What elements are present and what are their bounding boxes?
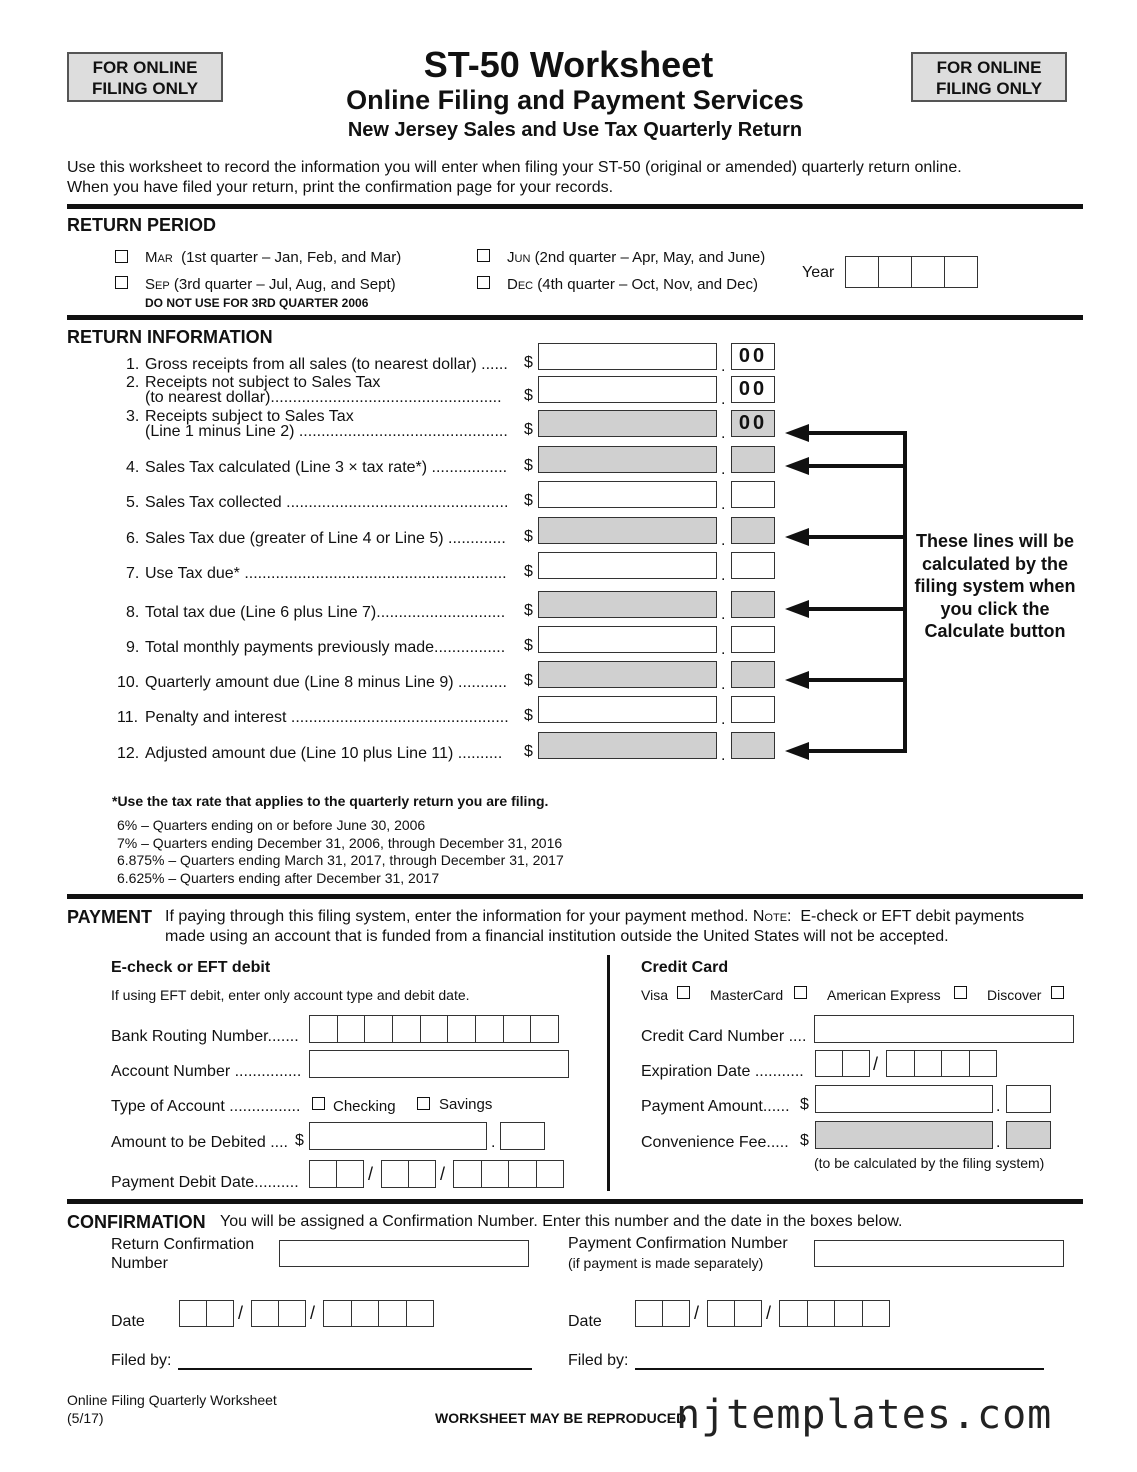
debit-date-month[interactable] — [309, 1160, 364, 1188]
mar-checkbox[interactable] — [115, 250, 128, 263]
line-number: 11. — [117, 709, 139, 726]
decimal-point: . — [721, 711, 726, 728]
calculated-cents-field — [731, 661, 775, 688]
return-filed-by-line[interactable] — [178, 1368, 532, 1370]
dollar-sign: $ — [524, 672, 533, 689]
payment-confirmation-input[interactable] — [814, 1240, 1064, 1267]
payment-cents-input[interactable] — [1006, 1085, 1051, 1113]
decimal-point: . — [721, 676, 726, 693]
dollar-sign: $ — [524, 492, 533, 509]
tax-rate-heading: *Use the tax rate that applies to the quarterly return you are filing. — [112, 793, 549, 809]
decimal-point: . — [721, 532, 726, 549]
calculated-cents-field: 00 — [731, 410, 775, 437]
payment-text-2: made using an account that is funded from a financial institution outside the United States will not be accepted. — [165, 928, 949, 945]
dollar-sign: $ — [524, 602, 533, 619]
return-date-year[interactable] — [323, 1300, 434, 1327]
calculated-amount-field — [538, 446, 717, 473]
decimal-point: . — [721, 391, 726, 408]
echeck-note: If using EFT debit, enter only account type and debit date. — [111, 987, 470, 1003]
intro-line-2: When you have filed your return, print the confirmation page for your records. — [67, 179, 614, 196]
line-number: 12. — [117, 745, 140, 762]
dec-checkbox[interactable] — [477, 276, 490, 289]
line-label: Sales Tax collected .................................................. — [145, 494, 509, 511]
footer-watermark: njtemplates.com — [676, 1392, 1053, 1438]
cents-input[interactable] — [731, 481, 775, 508]
credit-card-heading: Credit Card — [641, 959, 729, 976]
footer-form-name: Online Filing Quarterly Worksheet (5/17) — [67, 1392, 277, 1426]
mastercard-label: MasterCard — [710, 987, 784, 1003]
convenience-fee-label: Convenience Fee..... — [641, 1134, 789, 1151]
return-info-heading: RETURN INFORMATION — [67, 327, 273, 347]
debit-amount-label: Amount to be Debited .... — [111, 1134, 288, 1151]
return-date-label: Date — [111, 1313, 145, 1330]
debit-date-year[interactable] — [453, 1160, 564, 1188]
date-separator: / — [694, 1303, 700, 1323]
return-period-heading: RETURN PERIOD — [67, 215, 217, 235]
amount-input[interactable] — [538, 696, 717, 723]
arrow-shaft — [808, 535, 905, 539]
routing-number-input[interactable] — [309, 1015, 559, 1043]
decimal-point: . — [996, 1134, 1001, 1151]
amex-checkbox[interactable] — [954, 986, 967, 999]
arrow-head — [785, 742, 809, 760]
visa-checkbox[interactable] — [677, 986, 690, 999]
arrow-head — [785, 424, 809, 442]
online-only-tag-right: FOR ONLINE FILING ONLY — [911, 52, 1067, 102]
dollar-sign: $ — [524, 637, 533, 654]
line-label: Quarterly amount due (Line 8 minus Line 9) ........... — [145, 674, 507, 691]
page-subtitle: Online Filing and Payment Services — [346, 85, 804, 115]
dollar-sign: $ — [524, 528, 533, 545]
line-label: Use Tax due* ........................................................... — [145, 565, 507, 582]
tax-rate-item: 6% – Quarters ending on or before June 30, 2006 — [117, 817, 426, 833]
line-label: Sales Tax calculated (Line 3 × tax rate*) ................. — [145, 459, 508, 476]
return-date-month[interactable] — [179, 1300, 234, 1327]
line-label: Receipts subject to Sales Tax — [145, 408, 354, 425]
calculated-amount-field — [538, 410, 717, 437]
amount-input[interactable] — [538, 343, 717, 370]
jun-checkbox[interactable] — [477, 249, 490, 262]
payment-amount-input[interactable] — [815, 1085, 993, 1113]
convenience-fee-cents — [1006, 1121, 1051, 1149]
line-label: Sales Tax due (greater of Line 4 or Line 5) ............. — [145, 530, 506, 547]
decimal-point: . — [721, 425, 726, 442]
dollar-sign: $ — [524, 563, 533, 580]
arrow-head — [785, 671, 809, 689]
tax-rate-item: 6.875% – Quarters ending March 31, 2017, through December 31, 2017 — [117, 852, 564, 868]
debit-date-label: Payment Debit Date.......... — [111, 1174, 299, 1191]
decimal-point: . — [721, 606, 726, 623]
amount-input[interactable] — [538, 626, 717, 653]
line-number: 2. — [126, 374, 140, 391]
payment-confirmation-label: Payment Confirmation Number — [568, 1235, 788, 1252]
section-divider — [67, 204, 1083, 209]
line-number: 9. — [126, 639, 140, 656]
year-label: Year — [802, 264, 835, 281]
date-separator: / — [368, 1164, 374, 1184]
line-number: 3. — [126, 408, 140, 425]
arrow-shaft — [808, 607, 905, 611]
dec-label: Dec (4th quarter – Oct, Nov, and Dec) — [507, 276, 758, 293]
line-label: Receipts not subject to Sales Tax — [145, 374, 381, 391]
line-label-continued: (to nearest dollar).................................................... — [145, 389, 502, 406]
dollar-sign: $ — [524, 707, 533, 724]
amount-input[interactable] — [538, 481, 717, 508]
section-divider — [67, 894, 1083, 899]
debit-date-day[interactable] — [381, 1160, 436, 1188]
tax-rate-item: 6.625% – Quarters ending after December 31, 2017 — [117, 869, 440, 886]
dollar-sign: $ — [800, 1096, 809, 1113]
cc-number-input[interactable] — [814, 1015, 1074, 1043]
decimal-point: . — [721, 496, 726, 513]
date-separator: / — [310, 1303, 316, 1323]
account-number-input[interactable] — [309, 1050, 569, 1078]
return-filed-by-label: Filed by: — [111, 1352, 172, 1369]
arrow-shaft — [808, 464, 905, 468]
arrow-head — [785, 600, 809, 618]
tax-rate-item: 7% – Quarters ending December 31, 2006, through December 31, 2016 — [117, 834, 563, 851]
date-separator: / — [873, 1054, 879, 1074]
discover-checkbox[interactable] — [1051, 986, 1064, 999]
payment-confirmation-note: (if payment is made separately) — [568, 1255, 764, 1271]
date-separator: / — [440, 1164, 446, 1184]
line-label: Gross receipts from all sales (to nearest dollar) ...... — [145, 356, 508, 373]
payment-filed-by-line[interactable] — [635, 1368, 1044, 1370]
cents-input[interactable]: 00 — [731, 376, 775, 403]
calculated-lines-note: These lines will be calculated by the filing system when you click the Calculate button — [914, 531, 1076, 641]
arrow-head — [785, 457, 809, 475]
routing-label: Bank Routing Number....... — [111, 1028, 299, 1045]
savings-label: Savings — [439, 1096, 493, 1113]
mar-label: Mar (1st quarter – Jan, Feb, and Mar) — [145, 249, 402, 266]
calculated-amount-field — [538, 661, 717, 688]
savings-checkbox[interactable] — [417, 1097, 430, 1110]
line-number: 6. — [126, 530, 140, 547]
footer-reproduce-note: WORKSHEET MAY BE REPRODUCED — [435, 1410, 687, 1426]
intro-line-1: Use this worksheet to record the information you will enter when filing your ST-50 (original or amended) quarterly return online. — [67, 159, 962, 176]
calculated-amount-field — [538, 517, 717, 544]
payment-filed-by-label: Filed by: — [568, 1352, 629, 1369]
line-label: Adjusted amount due (Line 10 plus Line 11) .......... — [145, 745, 503, 762]
decimal-point: . — [996, 1098, 1001, 1115]
arrow-shaft — [808, 431, 905, 435]
online-only-tag-left: FOR ONLINE FILING ONLY — [67, 52, 223, 102]
line-number: 7. — [126, 565, 140, 582]
page-title: ST-50 Worksheet — [423, 44, 714, 85]
line-number: 10. — [117, 674, 140, 691]
dollar-sign: $ — [524, 743, 533, 760]
checking-checkbox[interactable] — [312, 1097, 325, 1110]
dollar-sign: $ — [524, 354, 533, 371]
line-number: 5. — [126, 494, 140, 511]
year-input[interactable] — [845, 256, 978, 288]
decimal-point: . — [721, 461, 726, 478]
debit-cents-input[interactable] — [500, 1122, 545, 1150]
arrow-shaft — [808, 678, 905, 682]
return-confirmation-input[interactable] — [279, 1240, 529, 1267]
debit-amount-input[interactable] — [309, 1122, 487, 1150]
payment-date-year[interactable] — [779, 1300, 890, 1327]
page-subtitle-2: New Jersey Sales and Use Tax Quarterly Return — [347, 119, 803, 141]
dollar-sign: $ — [524, 421, 533, 438]
cents-input[interactable] — [731, 696, 775, 723]
payment-text: If paying through this filing system, enter the information for your payment method. Note: E-check or EFT debit payments — [165, 908, 1025, 925]
amount-input[interactable] — [538, 552, 717, 579]
confirmation-text: You will be assigned a Confirmation Number. Enter this number and the date in the boxes below. — [220, 1213, 903, 1230]
expiration-year[interactable] — [886, 1050, 997, 1077]
convenience-fee-note: (to be calculated by the filing system) — [814, 1155, 1045, 1171]
expiration-label: Expiration Date ........... — [641, 1063, 804, 1080]
payment-date-label: Date — [568, 1313, 602, 1330]
payment-date-day[interactable] — [707, 1300, 762, 1327]
expiration-month[interactable] — [815, 1050, 870, 1077]
decimal-point: . — [721, 358, 726, 375]
date-separator: / — [238, 1303, 244, 1323]
calculated-amount-field — [538, 732, 717, 759]
dollar-sign: $ — [524, 457, 533, 474]
cents-input[interactable]: 00 — [731, 343, 775, 370]
cc-number-label: Credit Card Number .... — [641, 1028, 807, 1045]
amex-label: American Express — [827, 987, 941, 1003]
line-number: 1. — [126, 356, 140, 373]
cents-input[interactable] — [731, 552, 775, 579]
payment-date-month[interactable] — [635, 1300, 690, 1327]
return-confirmation-label: Return Confirmation Number — [111, 1236, 255, 1272]
calc-bracket — [903, 431, 907, 753]
payment-amount-label: Payment Amount...... — [641, 1098, 790, 1115]
section-divider — [67, 1199, 1083, 1204]
sep-checkbox[interactable] — [115, 276, 128, 289]
discover-label: Discover — [987, 987, 1042, 1003]
calculated-cents-field — [731, 732, 775, 759]
arrow-shaft — [808, 749, 905, 753]
echeck-heading: E-check or EFT debit — [111, 959, 271, 976]
payment-heading: PAYMENT — [67, 907, 153, 927]
line-label-continued: (Line 1 minus Line 2) ............................................... — [145, 423, 508, 440]
decimal-point: . — [491, 1134, 496, 1151]
tax-rates-list — [117, 817, 564, 887]
arrow-head — [785, 528, 809, 546]
line-number: 8. — [126, 604, 140, 621]
line-number: 4. — [126, 459, 140, 476]
dollar-sign: $ — [524, 387, 533, 404]
calculated-cents-field — [731, 591, 775, 618]
decimal-point: . — [721, 567, 726, 584]
dollar-sign: $ — [295, 1132, 304, 1149]
line-label: Total monthly payments previously made................ — [145, 639, 506, 656]
calculated-amount-field — [538, 591, 717, 618]
dollar-sign: $ — [800, 1132, 809, 1149]
sep-note: DO NOT USE FOR 3RD QUARTER 2006 — [145, 296, 369, 310]
confirmation-heading: CONFIRMATION — [67, 1212, 206, 1232]
decimal-point: . — [721, 641, 726, 658]
calculated-cents-field — [731, 517, 775, 544]
jun-label: Jun (2nd quarter – Apr, May, and June) — [507, 249, 766, 266]
line-label: Total tax due (Line 6 plus Line 7)............................. — [145, 604, 506, 621]
return-date-day[interactable] — [251, 1300, 306, 1327]
checking-label: Checking — [333, 1098, 396, 1115]
mastercard-checkbox[interactable] — [794, 986, 807, 999]
account-type-label: Type of Account ................ — [111, 1098, 301, 1115]
calculated-cents-field — [731, 446, 775, 473]
decimal-point: . — [721, 747, 726, 764]
section-divider — [67, 315, 1083, 320]
amount-input[interactable] — [538, 376, 717, 403]
convenience-fee-field — [815, 1121, 993, 1149]
sep-label: Sep (3rd quarter – Jul, Aug, and Sept) — [145, 276, 396, 293]
date-separator: / — [766, 1303, 772, 1323]
account-label: Account Number ............... — [111, 1063, 302, 1080]
visa-label: Visa — [641, 987, 668, 1003]
cents-input[interactable] — [731, 626, 775, 653]
line-label: Penalty and interest ................................................. — [145, 709, 509, 726]
payment-divider — [607, 955, 610, 1191]
